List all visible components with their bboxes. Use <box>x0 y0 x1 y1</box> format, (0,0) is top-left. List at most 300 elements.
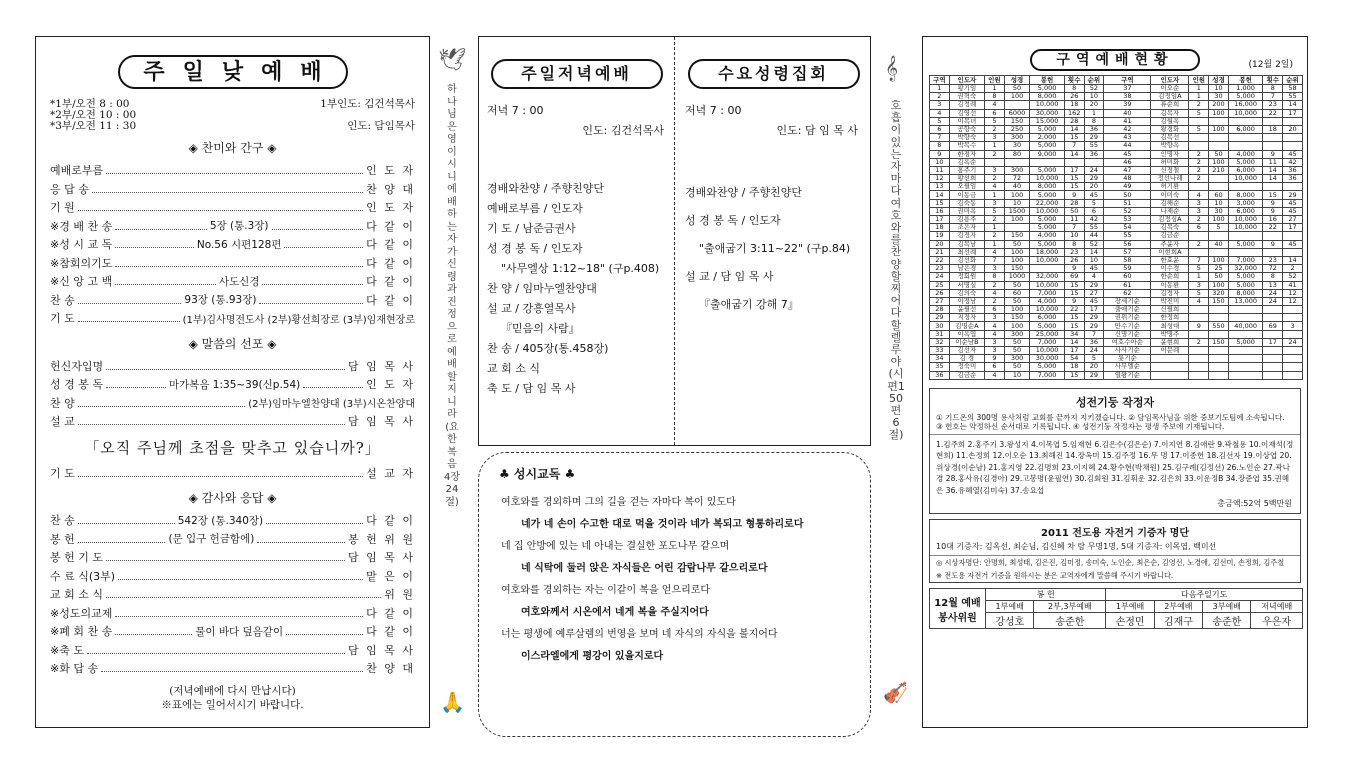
table-cell: 45 <box>1283 240 1303 248</box>
order-item-detail: 5장 (통.3장) <box>209 220 269 233</box>
table-cell <box>1263 183 1283 191</box>
table-cell: 29 <box>1084 322 1104 330</box>
table-cell: 2 <box>985 216 1005 224</box>
table-cell <box>1209 134 1229 142</box>
order-row <box>36 394 429 413</box>
table-cell: 이동금 <box>949 191 984 199</box>
table-cell: 45 <box>1084 265 1104 273</box>
table-cell: 4,000 <box>1030 297 1065 305</box>
service-volunteer-name: 손정민 <box>1106 613 1154 629</box>
table-cell: 15 <box>1263 191 1283 199</box>
table-cell <box>1283 363 1303 371</box>
table-cell: 박명주 <box>1151 330 1189 338</box>
table-cell: 50 <box>1209 273 1229 281</box>
table-cell: 15 <box>1064 289 1084 297</box>
order-item-label: ※화 답 송 <box>50 662 99 676</box>
table-cell: 10,000 <box>1228 175 1263 183</box>
table-cell: 황기임 <box>949 85 984 93</box>
table-cell: 9 <box>1263 240 1283 248</box>
service-column-header: 1부예배 <box>986 601 1034 613</box>
table-cell: 1 <box>1189 85 1209 93</box>
table-cell: 만수기순 <box>1104 322 1151 330</box>
table-cell <box>1283 134 1303 142</box>
table-cell <box>1263 142 1283 150</box>
table-cell <box>1209 306 1229 314</box>
table-cell: 9,000 <box>1030 150 1065 158</box>
table-cell: 신필희 <box>1151 306 1189 314</box>
leader-dots <box>78 469 363 477</box>
table-cell: 36 <box>1283 175 1303 183</box>
table-row <box>930 224 1303 232</box>
table-cell: 8 <box>1263 273 1283 281</box>
order-list-thanks <box>36 511 429 678</box>
table-cell: 20 <box>1084 101 1104 109</box>
table-cell: 100 <box>1004 306 1030 314</box>
table-cell: 3,000 <box>1228 199 1263 207</box>
table-cell: 4 <box>1189 297 1209 305</box>
table-cell: 38 <box>1104 93 1151 101</box>
table-cell: 5,000 <box>1030 240 1065 248</box>
table-cell: 150 <box>1004 117 1030 125</box>
reading-verse: 네가 네 손이 수고한 대로 먹을 것이라 네가 복되고 형통하리로다 <box>521 519 804 530</box>
leader-dots <box>106 166 363 174</box>
order-row <box>36 375 429 394</box>
table-cell <box>1283 355 1303 363</box>
table-cell: 13,000 <box>1228 297 1263 305</box>
leader-dots <box>87 646 345 654</box>
table-cell: 1 <box>930 85 950 93</box>
table-cell: 윤현희 <box>1151 338 1189 346</box>
table-cell: 17 <box>1084 306 1104 314</box>
table-cell: 24 <box>930 273 950 281</box>
order-item-person: (1부)김사명전도사 (2부)황선희장로 (3부)임재현장로 <box>182 314 415 326</box>
table-cell <box>1263 371 1283 379</box>
service-volunteers-table <box>929 588 1303 629</box>
table-cell: 12 <box>930 175 950 183</box>
table-row <box>930 125 1303 133</box>
table-cell: 27 <box>930 297 950 305</box>
table-cell: 22 <box>1263 224 1283 232</box>
table-row <box>930 175 1303 183</box>
evening-wednesday-panel <box>478 36 871 446</box>
order-item-person: 인 도 자 <box>366 378 416 392</box>
table-row <box>930 183 1303 191</box>
table-cell: 9 <box>1189 322 1209 330</box>
table-cell: 장세기순 <box>1104 297 1151 305</box>
evening-worship <box>479 37 675 445</box>
table-cell <box>1189 355 1209 363</box>
table-cell: 100 <box>1004 248 1030 256</box>
table-cell: 1 <box>985 191 1005 199</box>
order-item-person: 담 임 목 사 <box>348 643 415 657</box>
table-cell: 2 <box>1189 166 1209 174</box>
pillar-note-2: ③ 헌호는 약정하신 순서대로 기록됩니다. ④ 성전기둥 작정자는 평생 주보에 기재됩니다. <box>930 422 1300 435</box>
table-cell: 9 <box>930 150 950 158</box>
table-cell: 29 <box>1084 314 1104 322</box>
table-cell: 9 <box>1263 199 1283 207</box>
table-cell: 김복선 <box>1151 134 1189 142</box>
table-row <box>930 142 1303 150</box>
table-cell: 9 <box>1064 297 1084 305</box>
table-row <box>930 363 1303 371</box>
table-cell: 4 <box>930 109 950 117</box>
bicycle-line-2: ◎ 시상자명단: 안명희, 최성태, 김은진, 김미정, 송미숙, 노인순, 최은순, 김영선, 노경애, 김선미, 손정희, 김주철 <box>936 558 1285 568</box>
table-cell: 5,000 <box>1030 142 1065 150</box>
order-row <box>36 217 429 236</box>
table-cell: 100 <box>1004 256 1030 264</box>
table-cell: 45 <box>1283 150 1303 158</box>
table-cell <box>1151 363 1189 371</box>
table-cell: 12 <box>1283 289 1303 297</box>
reading-verse: 이스라엘에게 평강이 있을지로다 <box>521 651 664 662</box>
table-cell: 한정희 <box>1151 314 1189 322</box>
table-cell: 55 <box>1104 232 1151 240</box>
order-item-person: 담 임 목 사 <box>348 359 415 373</box>
table-cell: 17 <box>1263 338 1283 346</box>
order-item-detail: 사도신경 <box>218 275 260 288</box>
table-cell: 300 <box>1004 166 1030 174</box>
table-cell: 5,000 <box>1228 338 1263 346</box>
table-cell: 100 <box>1004 322 1030 330</box>
table-cell <box>1263 306 1283 314</box>
table-header: 순위 <box>1084 76 1104 85</box>
order-item-label: 기 도 <box>50 466 75 480</box>
table-cell <box>1228 314 1263 322</box>
table-cell: 김금순 <box>949 371 984 379</box>
table-cell: 14 <box>1283 256 1303 264</box>
table-cell: 이동환 <box>1151 281 1189 289</box>
order-item-detail: 물이 바다 덮음같이 <box>195 625 284 638</box>
table-cell: 25,000 <box>1030 330 1065 338</box>
table-cell <box>1209 347 1229 355</box>
service-column-header: 2부,3부예배 <box>1034 601 1106 613</box>
table-cell: 여호수아순 <box>1104 338 1151 346</box>
table-cell: 이현희A <box>1151 248 1189 256</box>
table-cell <box>1228 371 1263 379</box>
table-cell: 10,000 <box>1030 256 1065 264</box>
table-cell: 8,000 <box>1030 93 1065 101</box>
leader-dots <box>266 516 363 524</box>
leader-dots <box>262 277 363 285</box>
table-cell <box>1151 355 1189 363</box>
table-cell: 11 <box>930 166 950 174</box>
violin-icon: 🎻 <box>883 680 908 704</box>
reading-verse: 네 식탁에 둘러 앉은 자식들은 어린 감람나무 같으리로다 <box>521 563 768 574</box>
table-cell: 35 <box>930 363 950 371</box>
time-1: *1부/오전 8 : 00 <box>50 98 130 110</box>
leader-dots <box>106 590 381 598</box>
table-cell: 8,000 <box>1228 289 1263 297</box>
table-cell: 300 <box>1004 134 1030 142</box>
order-row <box>36 548 429 567</box>
table-cell <box>1263 314 1283 322</box>
district-report-panel <box>922 36 1308 728</box>
table-cell: 72 <box>1004 175 1030 183</box>
table-cell: 5,000 <box>1030 166 1065 174</box>
leader-dots <box>115 240 194 248</box>
table-cell: 58 <box>1104 256 1151 264</box>
table-cell: 52 <box>1084 240 1104 248</box>
table-cell: 9 <box>1064 265 1084 273</box>
left-vertical-verse: 하나님은 영이시니 예배하는 자가 신령과 진정으로 예배할지니라 (요한복음 4장 24절) <box>443 84 464 508</box>
table-cell: 박복수 <box>949 142 984 150</box>
table-cell: 320 <box>1209 289 1229 297</box>
table-cell: 53 <box>1104 216 1151 224</box>
leader-dots <box>78 203 363 211</box>
order-item-person: 다 같 이 <box>366 238 416 252</box>
table-cell <box>1209 314 1229 322</box>
table-cell <box>1189 371 1209 379</box>
table-cell: 이순남B <box>949 338 984 346</box>
leader-dots <box>106 362 345 370</box>
leader-dots <box>257 535 345 543</box>
table-cell: 2 <box>1189 150 1209 158</box>
evening-order-line: 경배와찬양 / 주향친양단 <box>487 182 604 195</box>
table-cell: 80 <box>1004 150 1030 158</box>
order-item-label: ※경 배 찬 송 <box>50 219 113 233</box>
order-item-label: 예배로부름 <box>50 164 104 178</box>
order-row <box>36 659 429 678</box>
table-cell: 40 <box>1104 109 1151 117</box>
table-cell: 공향숙 <box>949 125 984 133</box>
worship-times <box>36 99 429 132</box>
leader-dots <box>115 277 216 285</box>
table-row <box>930 109 1303 117</box>
table-cell: 1500 <box>1004 207 1030 215</box>
table-cell: 류순희 <box>1151 101 1189 109</box>
table-cell: 7,000 <box>1228 256 1263 264</box>
table-cell: 15 <box>930 199 950 207</box>
table-cell: 7,000 <box>1030 371 1065 379</box>
table-cell: 김숙동 <box>949 199 984 207</box>
table-cell: 10,000 <box>1228 224 1263 232</box>
wednesday-order-line: "출애굽기 3:11~22" (구p.84) <box>699 242 851 255</box>
table-header: 봉헌 <box>1228 76 1263 85</box>
table-cell: 2 <box>1189 101 1209 109</box>
table-cell: 13 <box>930 183 950 191</box>
table-cell: 5 <box>1189 109 1209 117</box>
table-cell: 서명실 <box>949 281 984 289</box>
table-cell: 김옥순 <box>949 158 984 166</box>
table-cell: 박진미 <box>1151 297 1189 305</box>
table-cell: 2 <box>985 125 1005 133</box>
order-row <box>36 198 429 217</box>
table-cell: 인명자 <box>1151 150 1189 158</box>
table-cell: 이미숙 <box>1151 191 1189 199</box>
table-cell: 47 <box>1104 166 1151 174</box>
table-header: 봉헌 <box>1030 76 1065 85</box>
table-cell: 김금순 <box>1151 232 1189 240</box>
wednesday-order-line: 『출애굽기 강해 7』 <box>699 298 799 311</box>
table-cell: 50 <box>1004 347 1030 355</box>
table-cell: 6 <box>985 363 1005 371</box>
table-cell: 출애기순 <box>1104 306 1151 314</box>
table-cell: 7 <box>985 256 1005 264</box>
wednesday-time: 저녁 7 : 00 <box>685 104 742 117</box>
table-cell: 황선희 <box>949 175 984 183</box>
table-cell: 2,000 <box>1030 134 1065 142</box>
table-cell: 45 <box>1283 199 1303 207</box>
table-cell: 5,000 <box>1030 224 1065 232</box>
table-header: 구역 <box>930 76 950 85</box>
table-cell: 5,000 <box>1030 85 1065 93</box>
order-item-label: 설 교 <box>50 415 75 429</box>
table-cell: 10 <box>1084 256 1104 264</box>
order-row <box>36 604 429 623</box>
table-cell <box>1263 363 1283 371</box>
table-cell: 150 <box>1209 338 1229 346</box>
table-header: 순위 <box>1283 76 1303 85</box>
table-cell: 23 <box>1263 101 1283 109</box>
order-item-label: 찬 송 <box>50 293 75 307</box>
table-cell <box>1209 371 1229 379</box>
table-header: 인원 <box>1189 76 1209 85</box>
table-cell: 9 <box>985 355 1005 363</box>
table-cell <box>1189 134 1209 142</box>
order-row <box>36 567 429 586</box>
table-cell: 16 <box>930 207 950 215</box>
leader-dots <box>118 572 363 580</box>
table-cell: 6,000 <box>1030 314 1065 322</box>
order-list-praise <box>36 161 429 328</box>
evening-order-line: 축 도 / 담 임 목 사 <box>487 382 576 395</box>
pillar-pledge-box <box>929 388 1301 515</box>
table-cell: 이정남 <box>949 297 984 305</box>
table-cell: 100 <box>1004 191 1030 199</box>
table-row <box>930 101 1303 109</box>
table-cell: 1 <box>1189 273 1209 281</box>
table-cell: 55 <box>1283 93 1303 101</box>
table-cell: 17 <box>1283 224 1303 232</box>
praying-hands-icon: 🙏 <box>440 690 465 714</box>
table-cell: 24 <box>1283 338 1303 346</box>
table-cell: 27 <box>1283 216 1303 224</box>
pillar-names: 1.김주희 2.홍주기 3.왕성지 4.이목엽 5.임재현 6.김은수(김은순) 7.이지연 8.김애란 9.곽철용 10.이재석(정현희) 11.손정희 12.이오순 13.최해진 14.장옥미 15.김주정 16.무 명 17.이종헌 18.김선자 19.이상엽 20.위상경(이순남) 21.홍지영 22.김명희 23.이지혜 24.황수현(박채원) 25.김구례(김정선) 26.노인순 27.곽나경 28.홍사유(김경아) 29.고봉명(윤필연) 30.김회원 31.김휘운 32.김은희 33.이운정B 34.장준엽 35.권혜은 36.유혜열(김미숙) 37.송요섭 <box>936 439 1294 495</box>
table-cell: 허미화 <box>1151 158 1189 166</box>
table-cell: 1 <box>985 224 1005 232</box>
table-cell: 한순희 <box>1151 273 1189 281</box>
table-cell: 8 <box>1064 240 1084 248</box>
order-item-person: 찬 양 대 <box>366 662 415 676</box>
evening-order-line: 기 도 / 남준금권사 <box>487 222 576 235</box>
table-cell: 8 <box>985 273 1005 281</box>
table-cell <box>1228 232 1263 240</box>
table-cell: 62 <box>1104 289 1151 297</box>
table-cell <box>1283 142 1303 150</box>
table-cell <box>1228 347 1263 355</box>
table-cell: 7 <box>1189 256 1209 264</box>
table-cell <box>1263 347 1283 355</box>
table-cell: 1 <box>1084 109 1104 117</box>
table-cell: 60 <box>1004 289 1030 297</box>
responsive-reading-panel <box>478 452 871 737</box>
leader-dots <box>78 535 166 543</box>
table-cell: 13 <box>1263 281 1283 289</box>
table-cell: 6,000 <box>1228 166 1263 174</box>
pillar-total: 총금액:52억 5백만원 <box>1217 499 1292 509</box>
table-cell: 50 <box>1004 297 1030 305</box>
evening-order-line: 예배로부름 / 인도자 <box>487 202 583 215</box>
table-cell: 10,000 <box>1030 306 1065 314</box>
table-cell: 2 <box>985 150 1005 158</box>
order-item-person: 다 같 이 <box>366 625 416 639</box>
order-item-label: 봉 헌 <box>50 532 75 546</box>
table-cell: 8 <box>1084 117 1104 125</box>
table-cell: 16,000 <box>1228 101 1263 109</box>
table-cell: 권위기순 <box>1104 314 1151 322</box>
table-cell: 3 <box>985 166 1005 174</box>
table-cell: 21 <box>930 248 950 256</box>
bicycle-title: 2011 전도용 자전거 기증자 명단 <box>1040 528 1190 540</box>
table-cell: 50 <box>1004 281 1030 289</box>
table-cell: 3 <box>1189 199 1209 207</box>
table-cell: 4,000 <box>1030 232 1065 240</box>
bicycle-line-3: ※ 전도용 자전거 기증을 원하시는 분은 교역자에게 말씀해 주시기 바랍니다. <box>936 571 1174 581</box>
table-cell: 50 <box>1064 207 1084 215</box>
table-header: 인도자 <box>1151 76 1189 85</box>
table-cell: 김해순 <box>1151 199 1189 207</box>
table-cell: 10,000 <box>1228 109 1263 117</box>
table-cell: 36 <box>1084 125 1104 133</box>
table-cell: 39 <box>1104 101 1151 109</box>
table-cell: 주윤자 <box>1151 240 1189 248</box>
table-row <box>930 347 1303 355</box>
table-cell: 42 <box>1104 125 1151 133</box>
table-cell: 550 <box>1209 322 1229 330</box>
table-cell <box>1283 314 1303 322</box>
table-cell: 52 <box>1283 273 1303 281</box>
table-cell: 최성대 <box>1151 322 1189 330</box>
service-column-header: 3부예배 <box>1203 601 1251 613</box>
order-item-label: 찬 송 <box>50 514 75 528</box>
leader-dots <box>78 516 175 524</box>
table-cell: 100 <box>1004 93 1030 101</box>
attendance-table <box>929 75 1303 380</box>
table-cell: 22 <box>1263 109 1283 117</box>
table-cell <box>1189 306 1209 314</box>
table-cell: 36 <box>1084 150 1104 158</box>
table-row <box>930 240 1303 248</box>
order-item-person: 담 임 목 사 <box>348 551 415 565</box>
table-cell: 김 경 <box>949 355 984 363</box>
table-cell: 9 <box>1263 207 1283 215</box>
table-cell: 5,000 <box>1228 93 1263 101</box>
table-cell: 30 <box>930 322 950 330</box>
table-cell: 12 <box>1283 297 1303 305</box>
table-cell: 8 <box>1263 85 1283 93</box>
table-cell <box>1283 347 1303 355</box>
order-row <box>36 641 429 660</box>
table-row <box>930 322 1303 330</box>
leader-dots <box>106 553 345 561</box>
table-cell: 왕경화 <box>1151 125 1189 133</box>
table-cell: 36 <box>930 371 950 379</box>
order-item-person: (2부)임마누엘찬양대 (3부)시온찬양대 <box>248 399 415 411</box>
order-item-label: ※성도의교제 <box>50 606 113 620</box>
table-cell: 15 <box>1064 175 1084 183</box>
music-note-icon: 𝄞 <box>885 56 899 81</box>
table-cell: 사무엘순 <box>1104 363 1151 371</box>
table-cell: 100 <box>1209 281 1229 289</box>
table-cell: 150 <box>1004 232 1030 240</box>
service-prayer-header: 다음주일기도 <box>1106 589 1303 601</box>
order-row <box>36 309 429 328</box>
table-cell: 5,000 <box>1228 240 1263 248</box>
table-row <box>930 150 1303 158</box>
table-cell: 김정자 <box>1151 289 1189 297</box>
order-row <box>36 235 429 254</box>
table-cell: 5,000 <box>1030 363 1065 371</box>
